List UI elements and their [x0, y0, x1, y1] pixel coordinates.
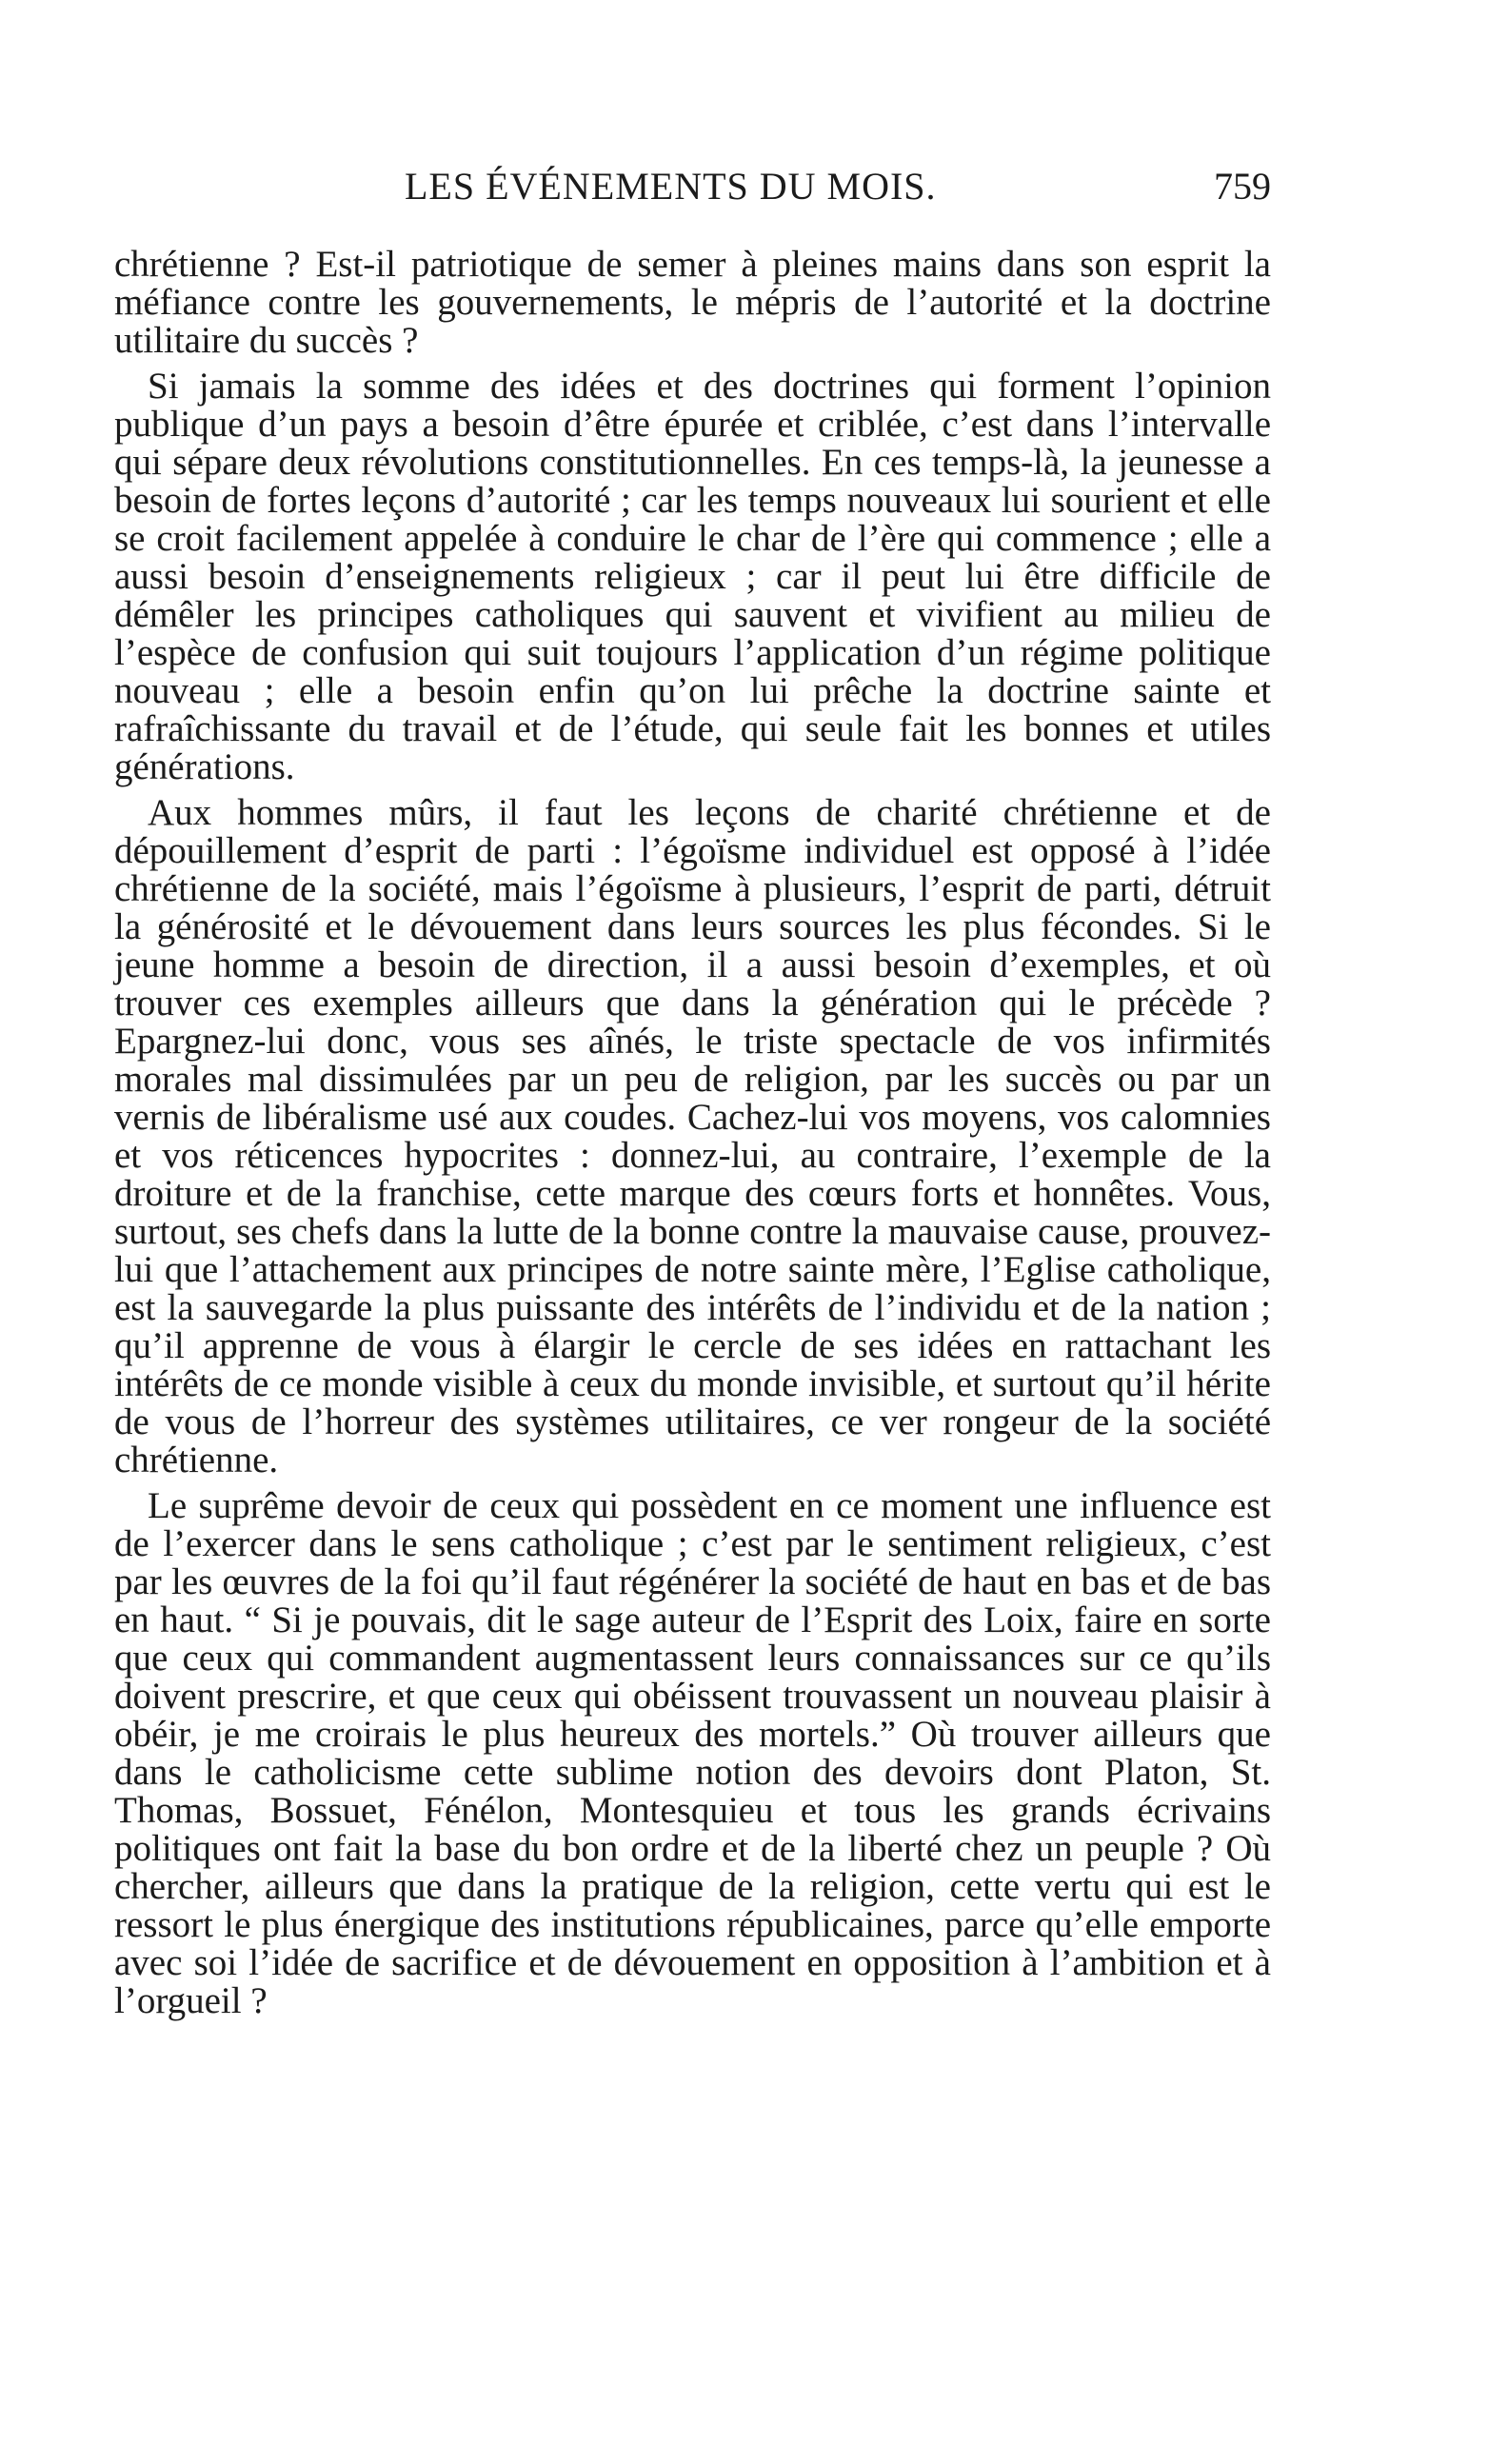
- paragraph-3: Aux hommes mûrs, il faut les leçons de charité chrétienne et de dépouillement d’esprit de parti : l’égoïsme individuel est opposé à l’idée chrétienne de la société, mais l’égoïsme à plusieurs, l’esprit de parti, détruit la générosité et le dévouement dans leurs sources les plus fécondes. Si le jeune homme a besoin de direction, il a aussi besoin d’exemples, et où trouver ces exemples ailleurs que dans la génération qui le précède ? Epargnez-lui donc, vous ses aînés, le triste spectacle de vos infirmités morales mal dissimulées par un peu de religion, par les succès ou par un vernis de libéralisme usé aux coudes. Cachez-lui vos moyens, vos calomnies et vos réticences hypocrites : donnez-lui, au contraire, l’exemple de la droiture et de la franchise, cette marque des cœurs forts et honnêtes. Vous, surtout, ses chefs dans la lutte de la bonne contre la mauvaise cause, prouvez-lui que l’attachement aux principes de notre sainte mère, l’Eglise catholique, est la sauvegarde la plus puissante des intérêts de l’individu et de la nation ; qu’il apprenne de vous à élargir le cercle de ses idées en rattachant les intérêts de ce monde visible à ceux du monde invisible, et surtout qu’il hérite de vous de l’horreur des systèmes utilitaires, ce ver rongeur de la société chrétienne.: [114, 792, 1271, 1480]
- page-header: [114, 164, 1271, 211]
- running-title: LES ÉVÉNEMENTS DU MOIS.: [405, 165, 937, 208]
- paragraph-1: chrétienne ? Est-il patriotique de semer à pleines mains dans son esprit la méfiance contre les gouvernements, le mépris de l’autorité et la doctrine utilitaire du succès ?: [114, 244, 1271, 361]
- paragraph-2: Si jamais la somme des idées et des doctrines qui forment l’opinion publique d’un pays a besoin d’être épurée et criblée, c’est dans l’intervalle qui sépare deux révolutions constitutionnelles. En ces temps-là, la jeunesse a besoin de fortes leçons d’autorité ; car les temps nouveaux lui sourient et elle se croit facilement appelée à conduire le char de l’ère qui commence ; elle a aussi besoin d’enseignements religieux ; car il peut lui être difficile de démêler les principes catholiques qui sauvent et vivifient au milieu de l’espèce de confusion qui suit toujours l’application d’un régime politique nouveau ; elle a besoin enfin qu’on lui prêche la doctrine sainte et rafraîchissante du travail et de l’étude, qui seule fait les bonnes et utiles générations.: [114, 366, 1271, 787]
- body-text: [114, 246, 1271, 2020]
- page-number: 759: [1214, 165, 1271, 208]
- paragraph-4: Le suprême devoir de ceux qui possèdent en ce moment une influence est de l’exercer dans le sens catholique ; c’est par le sentiment religieux, c’est par les œuvres de la foi qu’il faut régénérer la société de haut en bas et de bas en haut. “ Si je pouvais, dit le sage auteur de l’Esprit des Loix, faire en sorte que ceux qui commandent augmentassent leurs connaissances sur ce qu’ils doivent prescrire, et que ceux qui obéissent trouvassent un nouveau plaisir à obéir, je me croirais le plus heureux des mortels.” Où trouver ailleurs que dans le catholicisme cette sublime notion des devoirs dont Platon, St. Thomas, Bossuet, Fénélon, Montesquieu et tous les grands écrivains politiques ont fait la base du bon ordre et de la liberté chez un peuple ? Où chercher, ailleurs que dans la pratique de la religion, cette vertu qui est le ressort le plus énergique des institutions républicaines, parce qu’elle emporte avec soi l’idée de sacrifice et de dévouement en opposition à l’ambition et à l’orgueil ?: [114, 1485, 1271, 2021]
